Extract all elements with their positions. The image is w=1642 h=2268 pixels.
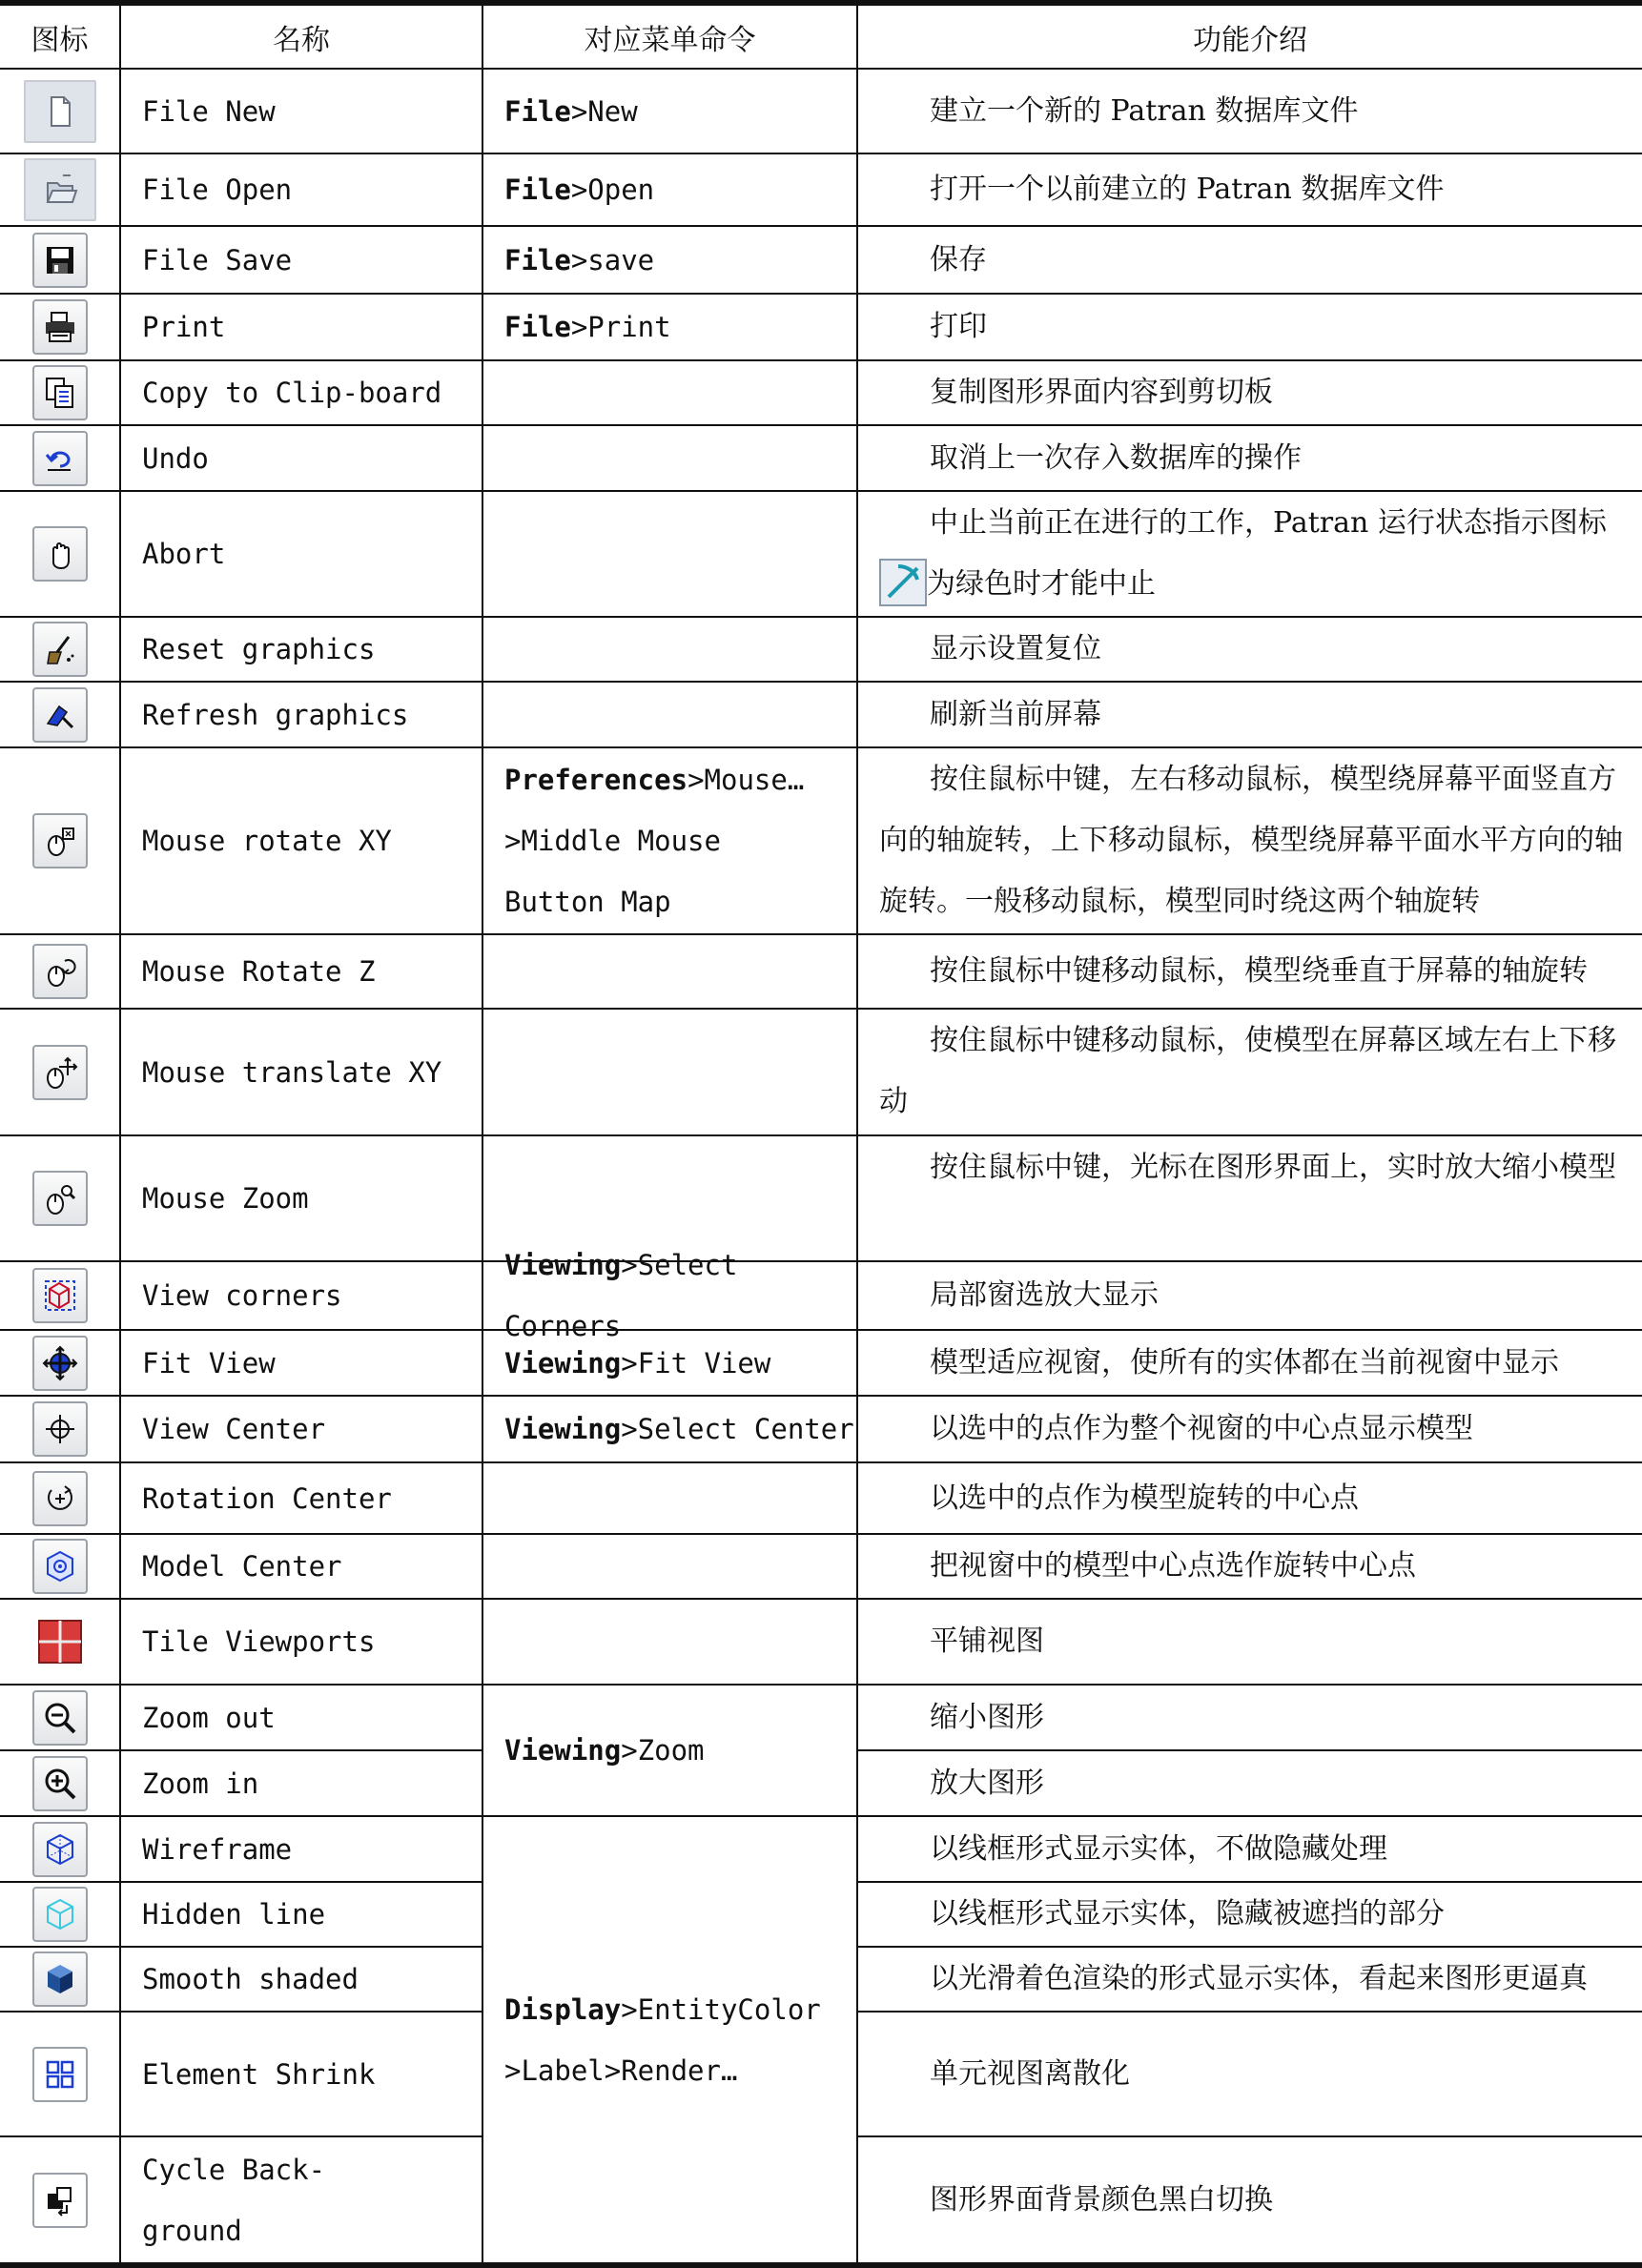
mouse-rotate-xy-icon[interactable] bbox=[32, 813, 88, 868]
menu-zoom bbox=[483, 1686, 856, 1815]
print-icon[interactable] bbox=[32, 299, 88, 355]
name-text: Zoom out bbox=[142, 1701, 276, 1734]
desc-mouse-zoom bbox=[858, 1136, 1642, 1260]
name-hidden-line bbox=[121, 1883, 482, 1946]
menu-bold: Viewing bbox=[504, 1249, 622, 1281]
smooth-shaded-icon[interactable] bbox=[32, 1951, 88, 2007]
desc-undo bbox=[858, 426, 1642, 490]
tile-viewports-icon[interactable] bbox=[38, 1620, 82, 1664]
menu-bold: Viewing bbox=[504, 1734, 622, 1767]
name-text: Mouse Rotate Z bbox=[142, 955, 376, 988]
menu-abort bbox=[483, 492, 856, 616]
desc-zoom-out bbox=[858, 1686, 1642, 1749]
name-rotation-center bbox=[121, 1463, 482, 1533]
desc-reset-graphics bbox=[858, 618, 1642, 681]
menu-bold: Viewing bbox=[504, 1346, 622, 1379]
name-text: View Center bbox=[142, 1413, 326, 1445]
table-row-icon-cell bbox=[0, 1463, 119, 1533]
desc-text: 按住鼠标中键，左右移动鼠标，模型绕屏幕平面竖直方向的轴旋转，上下移动鼠标，模型绕屏幕平面水平方向的轴旋转。一般移动鼠标，模型同时绕这两个轴旋转 bbox=[879, 763, 1623, 918]
menu-view-center bbox=[483, 1397, 856, 1461]
table-row-icon-cell bbox=[0, 492, 119, 616]
name-text: Zoom in bbox=[142, 1767, 259, 1800]
name-text: Tile Viewports bbox=[142, 1625, 376, 1658]
desc-smooth-shaded bbox=[858, 1948, 1642, 2011]
desc-zoom-in bbox=[858, 1751, 1642, 1815]
desc-file-new bbox=[858, 70, 1642, 153]
desc-text: 以线框形式显示实体，不做隐藏处理 bbox=[930, 1831, 1387, 1866]
name-text: View corners bbox=[142, 1279, 342, 1312]
table-row-icon-cell bbox=[0, 227, 119, 293]
desc-text: 把视窗中的模型中心点选作旋转中心点 bbox=[930, 1549, 1416, 1583]
table-bottom-border bbox=[0, 2262, 1642, 2268]
desc-rotation-center bbox=[858, 1463, 1642, 1533]
table-row-icon-cell bbox=[0, 935, 119, 1008]
abort-hand-icon[interactable] bbox=[32, 526, 88, 582]
name-text: File Save bbox=[142, 243, 293, 276]
desc-abort bbox=[858, 492, 1642, 616]
desc-text: 局部窗选放大显示 bbox=[930, 1278, 1159, 1312]
fit-view-icon[interactable] bbox=[32, 1336, 88, 1391]
menu-print bbox=[483, 295, 856, 359]
desc-text: 按住鼠标中键，光标在图形界面上，实时放大缩小模型 bbox=[930, 1151, 1616, 1184]
zoom-in-icon[interactable] bbox=[32, 1756, 88, 1811]
menu-rest: >Fit View bbox=[621, 1346, 771, 1379]
desc-text: 取消上一次存入数据库的操作 bbox=[930, 440, 1302, 475]
table-row-icon-cell bbox=[0, 1686, 119, 1749]
desc-wireframe bbox=[858, 1817, 1642, 1881]
desc-text: 放大图形 bbox=[930, 1766, 1044, 1800]
desc-file-save bbox=[858, 227, 1642, 293]
name-refresh-graphics bbox=[121, 683, 482, 746]
desc-text: 建立一个新的 Patran 数据库文件 bbox=[930, 93, 1359, 128]
menu-reset-graphics bbox=[483, 618, 856, 681]
name-zoom-in bbox=[121, 1751, 482, 1815]
name-text: Abort bbox=[142, 538, 226, 570]
header-icon: 图标 bbox=[31, 23, 89, 57]
menu-rest: >EntityColor bbox=[621, 1992, 821, 2026]
name-text: Reset graphics bbox=[142, 633, 376, 665]
menu-bold: Viewing bbox=[504, 1413, 622, 1445]
menu-bold: File bbox=[504, 243, 571, 276]
table-row-icon-cell bbox=[0, 1010, 119, 1134]
view-center-icon[interactable] bbox=[32, 1401, 88, 1457]
menu-rest: >New bbox=[570, 94, 638, 128]
table-row-icon-cell bbox=[0, 1136, 119, 1260]
name-mouse-rotate-z bbox=[121, 935, 482, 1008]
name-view-center bbox=[121, 1397, 482, 1461]
name-text: File New bbox=[142, 94, 276, 128]
menu-fit-view bbox=[483, 1331, 856, 1395]
menu-copy bbox=[483, 361, 856, 424]
table-row-icon-cell bbox=[0, 70, 119, 153]
element-shrink-icon[interactable] bbox=[32, 2047, 88, 2102]
file-save-icon[interactable] bbox=[32, 233, 88, 288]
desc-text: 按住鼠标中键移动鼠标，使模型在屏幕区域左右上下移动 bbox=[879, 1024, 1616, 1118]
menu-mouse-translate-xy bbox=[483, 1010, 856, 1134]
desc-text: 以选中的点作为整个视窗的中心点显示模型 bbox=[930, 1412, 1473, 1445]
name-tile-viewports bbox=[121, 1600, 482, 1684]
menu-bold: File bbox=[504, 94, 571, 128]
table-row-icon-cell bbox=[0, 1883, 119, 1946]
name-text: Element Shrink bbox=[142, 2057, 376, 2091]
header-desc: 功能介绍 bbox=[1193, 23, 1307, 57]
name-text: ground bbox=[142, 2214, 242, 2247]
menu-line: >Middle Mouse bbox=[504, 825, 721, 857]
cycle-background-icon[interactable] bbox=[32, 2173, 88, 2228]
header-name: 名称 bbox=[273, 23, 330, 57]
header-menu: 对应菜单命令 bbox=[584, 23, 756, 57]
menu-mouse-rotate-xy bbox=[483, 748, 856, 933]
table-row-icon-cell bbox=[0, 683, 119, 746]
file-open-icon[interactable] bbox=[24, 158, 96, 221]
desc-text: 平铺视图 bbox=[930, 1624, 1044, 1658]
name-text: Cycle Back- bbox=[142, 2153, 326, 2186]
rotation-center-icon[interactable] bbox=[32, 1471, 88, 1526]
menu-mouse-rotate-z bbox=[483, 935, 856, 1008]
desc-view-corners bbox=[858, 1262, 1642, 1329]
name-element-shrink bbox=[121, 2013, 482, 2135]
hidden-line-icon[interactable] bbox=[32, 1887, 88, 1942]
model-center-icon[interactable] bbox=[32, 1539, 88, 1594]
table-row-icon-cell bbox=[0, 1817, 119, 1881]
name-wireframe bbox=[121, 1817, 482, 1881]
menu-line: >Label>Render… bbox=[504, 2053, 738, 2087]
desc-mouse-rotate-xy bbox=[858, 748, 1642, 933]
table-row-icon-cell bbox=[0, 1751, 119, 1815]
name-mouse-translate-xy bbox=[121, 1010, 482, 1134]
desc-text: 图形界面背景颜色黑白切换 bbox=[930, 2182, 1273, 2217]
name-mouse-zoom bbox=[121, 1136, 482, 1260]
desc-cycle-background bbox=[858, 2137, 1642, 2262]
menu-refresh-graphics bbox=[483, 683, 856, 746]
name-text: Refresh graphics bbox=[142, 698, 409, 731]
name-text: Fit View bbox=[142, 1346, 276, 1379]
reset-graphics-icon[interactable] bbox=[32, 622, 88, 677]
file-new-icon[interactable] bbox=[24, 80, 96, 143]
menu-rest: >save bbox=[570, 243, 655, 276]
menu-file-new bbox=[483, 70, 856, 153]
desc-refresh-graphics bbox=[858, 683, 1642, 746]
copy-icon[interactable] bbox=[32, 365, 88, 420]
menu-bold: Preferences bbox=[504, 764, 688, 796]
desc-text: 中止当前正在进行的工作，Patran 运行状态指示图标 bbox=[930, 506, 1607, 540]
desc-text: 单元视图离散化 bbox=[930, 2056, 1130, 2091]
menu-line: Button Map bbox=[504, 886, 671, 918]
menu-rotation-center bbox=[483, 1463, 856, 1533]
desc-text: 打开一个以前建立的 Patran 数据库文件 bbox=[930, 173, 1445, 206]
menu-file-open bbox=[483, 154, 856, 225]
status-indicator-icon bbox=[879, 559, 927, 606]
desc-text: 刷新当前屏幕 bbox=[930, 697, 1101, 731]
table-row-icon-cell bbox=[0, 295, 119, 359]
table-row-icon-cell bbox=[0, 1600, 119, 1684]
table-row-icon-cell bbox=[0, 1535, 119, 1598]
name-text: Copy to Clip-board bbox=[142, 377, 442, 409]
name-text: Mouse rotate XY bbox=[142, 825, 392, 857]
table-row-icon-cell bbox=[0, 361, 119, 424]
name-reset-graphics bbox=[121, 618, 482, 681]
name-file-new bbox=[121, 70, 482, 153]
name-text: Wireframe bbox=[142, 1832, 293, 1866]
name-text: Mouse translate XY bbox=[142, 1055, 442, 1089]
name-file-open bbox=[121, 154, 482, 225]
name-undo bbox=[121, 426, 482, 490]
menu-bold: File bbox=[504, 174, 571, 206]
menu-bold: Display bbox=[504, 1992, 622, 2026]
name-cycle-background bbox=[121, 2137, 482, 2262]
table-row-icon-cell bbox=[0, 1397, 119, 1461]
name-abort bbox=[121, 492, 482, 616]
name-copy bbox=[121, 361, 482, 424]
desc-text: 复制图形界面内容到剪切板 bbox=[930, 376, 1273, 409]
table-row-icon-cell bbox=[0, 1331, 119, 1395]
table-row-icon-cell bbox=[0, 2013, 119, 2135]
menu-bold: File bbox=[504, 311, 571, 343]
desc-text: 显示设置复位 bbox=[930, 632, 1101, 665]
menu-file-save bbox=[483, 227, 856, 293]
desc-text: 以选中的点作为模型旋转的中心点 bbox=[930, 1481, 1359, 1515]
menu-rest: >Mouse… bbox=[688, 764, 805, 796]
zoom-out-icon[interactable] bbox=[32, 1690, 88, 1746]
desc-mouse-translate-xy bbox=[858, 1010, 1642, 1134]
menu-rest: >Open bbox=[570, 174, 655, 206]
name-zoom-out bbox=[121, 1686, 482, 1749]
desc-text: 以光滑着色渲染的形式显示实体，看起来图形更逼真 bbox=[930, 1962, 1588, 1995]
desc-view-center bbox=[858, 1397, 1642, 1461]
name-text: Undo bbox=[142, 441, 209, 475]
desc-file-open bbox=[858, 154, 1642, 225]
desc-text: 打印 bbox=[930, 310, 987, 343]
menu-rest: >Select Center bbox=[621, 1413, 854, 1445]
desc-copy bbox=[858, 361, 1642, 424]
table-row-icon-cell bbox=[0, 1262, 119, 1329]
name-print bbox=[121, 295, 482, 359]
name-view-corners bbox=[121, 1262, 482, 1329]
name-text: Model Center bbox=[142, 1550, 342, 1583]
desc-tile-viewports bbox=[858, 1600, 1642, 1684]
desc-print bbox=[858, 295, 1642, 359]
name-text: Mouse Zoom bbox=[142, 1182, 309, 1215]
desc-text: 缩小图形 bbox=[930, 1700, 1044, 1734]
menu-tile-viewports bbox=[483, 1600, 856, 1684]
table-row-icon-cell bbox=[0, 1948, 119, 2011]
menu-rest: >Print bbox=[570, 311, 671, 343]
desc-text: 为绿色时才能中止 bbox=[927, 567, 1156, 601]
view-corners-icon[interactable] bbox=[32, 1268, 88, 1323]
menu-undo bbox=[483, 426, 856, 490]
desc-element-shrink bbox=[858, 2013, 1642, 2135]
desc-text: 保存 bbox=[930, 242, 987, 276]
wireframe-icon[interactable] bbox=[32, 1822, 88, 1877]
name-text: Rotation Center bbox=[142, 1481, 392, 1515]
menu-rest: >Select Corners bbox=[504, 1249, 738, 1342]
name-text: Smooth shaded bbox=[142, 1963, 359, 1995]
table-row-icon-cell bbox=[0, 618, 119, 681]
desc-fit-view bbox=[858, 1331, 1642, 1395]
refresh-graphics-icon[interactable] bbox=[32, 687, 88, 743]
name-fit-view bbox=[121, 1331, 482, 1395]
mouse-rotate-z-icon[interactable] bbox=[32, 944, 88, 999]
table-row-icon-cell bbox=[0, 748, 119, 933]
undo-icon[interactable] bbox=[32, 431, 88, 486]
desc-text: 模型适应视窗，使所有的实体都在当前视窗中显示 bbox=[930, 1345, 1559, 1379]
name-model-center bbox=[121, 1535, 482, 1598]
menu-display bbox=[483, 1817, 856, 2262]
table-row-icon-cell bbox=[0, 154, 119, 225]
menu-model-center bbox=[483, 1535, 856, 1598]
name-text: Hidden line bbox=[142, 1898, 326, 1931]
mouse-translate-xy-icon[interactable] bbox=[32, 1045, 88, 1100]
desc-text: 以线框形式显示实体，隐藏被遮挡的部分 bbox=[930, 1897, 1445, 1931]
mouse-zoom-icon[interactable] bbox=[32, 1171, 88, 1226]
desc-mouse-rotate-z bbox=[858, 935, 1642, 1008]
desc-hidden-line bbox=[858, 1883, 1642, 1946]
menu-view-corners bbox=[483, 1249, 856, 1342]
table-row-icon-cell bbox=[0, 2137, 119, 2262]
name-text: Print bbox=[142, 311, 226, 343]
name-mouse-rotate-xy bbox=[121, 748, 482, 933]
name-smooth-shaded bbox=[121, 1948, 482, 2011]
name-file-save bbox=[121, 227, 482, 293]
desc-model-center bbox=[858, 1535, 1642, 1598]
desc-text: 按住鼠标中键移动鼠标，模型绕垂直于屏幕的轴旋转 bbox=[930, 954, 1588, 988]
table-row-icon-cell bbox=[0, 426, 119, 490]
name-text: File Open bbox=[142, 174, 293, 206]
menu-rest: >Zoom bbox=[621, 1734, 705, 1767]
